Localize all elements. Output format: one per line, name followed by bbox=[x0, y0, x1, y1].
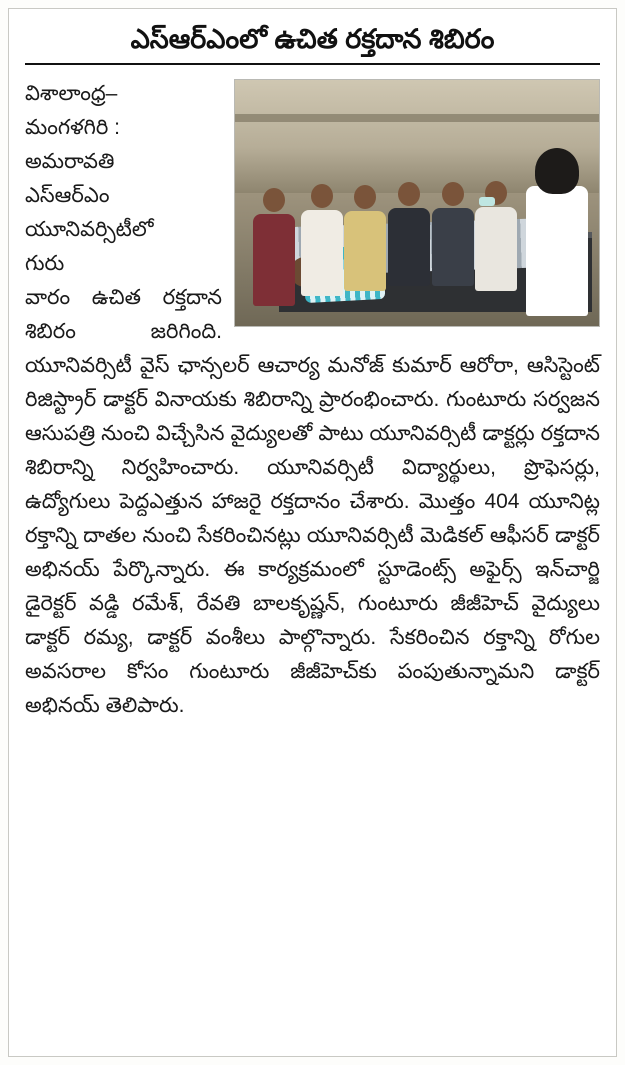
photo-person-head bbox=[354, 185, 376, 209]
photo-person-1 bbox=[253, 188, 295, 306]
photo-person-head bbox=[398, 182, 420, 206]
photo-person-torso bbox=[388, 208, 430, 286]
face-mask-icon bbox=[479, 197, 495, 206]
photo-person-torso bbox=[253, 214, 295, 306]
photo-person-6 bbox=[475, 181, 517, 291]
page-title: ఎస్‌ఆర్‌ఎంలో ఉచిత రక్తదాన శిబిరం bbox=[130, 24, 495, 54]
photo-person-torso bbox=[301, 210, 343, 296]
photo-nurse bbox=[526, 154, 588, 316]
photo-person-head bbox=[442, 182, 464, 206]
article-clipping bbox=[8, 8, 617, 1057]
photo-wall-band bbox=[235, 114, 599, 122]
dateline-text: విశాలాంధ్ర– మంగళగిరి : bbox=[25, 81, 121, 139]
photo-person-torso bbox=[432, 208, 474, 286]
photo-nurse-coat bbox=[526, 186, 588, 316]
photo-person-head bbox=[311, 184, 333, 208]
photo-person-2 bbox=[301, 184, 343, 296]
photo-person-head bbox=[263, 188, 285, 212]
photo-nurse-hair bbox=[535, 148, 579, 194]
article-photo bbox=[234, 79, 600, 327]
photo-person-5 bbox=[432, 182, 474, 286]
article-body-block bbox=[25, 77, 600, 723]
photo-person-3 bbox=[344, 185, 386, 291]
article-body-text: వారం ఉచిత రక్తదాన శిబిరం జరిగింది. యూనివర్సిటీ వైస్ ఛాన్సలర్ ఆచార్య మనోజ్ కుమార్ ఆరోరా, ఆసిస్టెంట్ రిజిస్ట్రార్ డాక్టర్ వినాయకు శిబిరాన్ని ప్రారంభించారు. గుంటూరు సర్వజన ఆసుపత్రి నుంచి విచ్చేసిన వైద్యులతో పాటు యూనివర్సిటీ డాక్టర్లు రక్తదాన శిబిరాన్ని నిర్వహించారు. యూనివర్సిటీ విద్యార్థులు, ప్రొఫెసర్లు, ఉద్యోగులు పెద్దఎత్తున హాజరై రక్తదానం చేశారు. మొత్తం 404 యూనిట్ల రక్తాన్ని దాతల నుంచి సేకరించినట్లు యూనివర్సిటీ మెడికల్ ఆఫీసర్ డాక్టర్ అభినయ్ పేర్కొన్నారు. ఈ కార్యక్రమంలో స్టూడెంట్స్ అఫైర్స్ ఇన్‌చార్జి డైరెక్టర్ వడ్డి రమేశ్, రేవతి బాలకృష్ణన్, గుంటూరు జీజీహెచ్ వైద్యులు డాక్టర్ రమ్య, డాక్టర్ వంశీలు పాల్గొన్నారు. సేకరించిన రక్తాన్ని రోగుల అవసరాల కోసం గుంటూరు జీజీహెచ్‌కు పంపుతున్నామని డాక్టర్ అభినయ్ తెలిపారు. bbox=[25, 285, 600, 718]
photo-person-torso bbox=[475, 207, 517, 291]
headline-divider bbox=[25, 63, 600, 65]
lead-text: అమరావతి ఎస్‌ఆర్‌ఎం యూనివర్సిటీలో గురు bbox=[25, 149, 154, 275]
photo-person-torso bbox=[344, 211, 386, 291]
photo-person-4 bbox=[388, 182, 430, 286]
